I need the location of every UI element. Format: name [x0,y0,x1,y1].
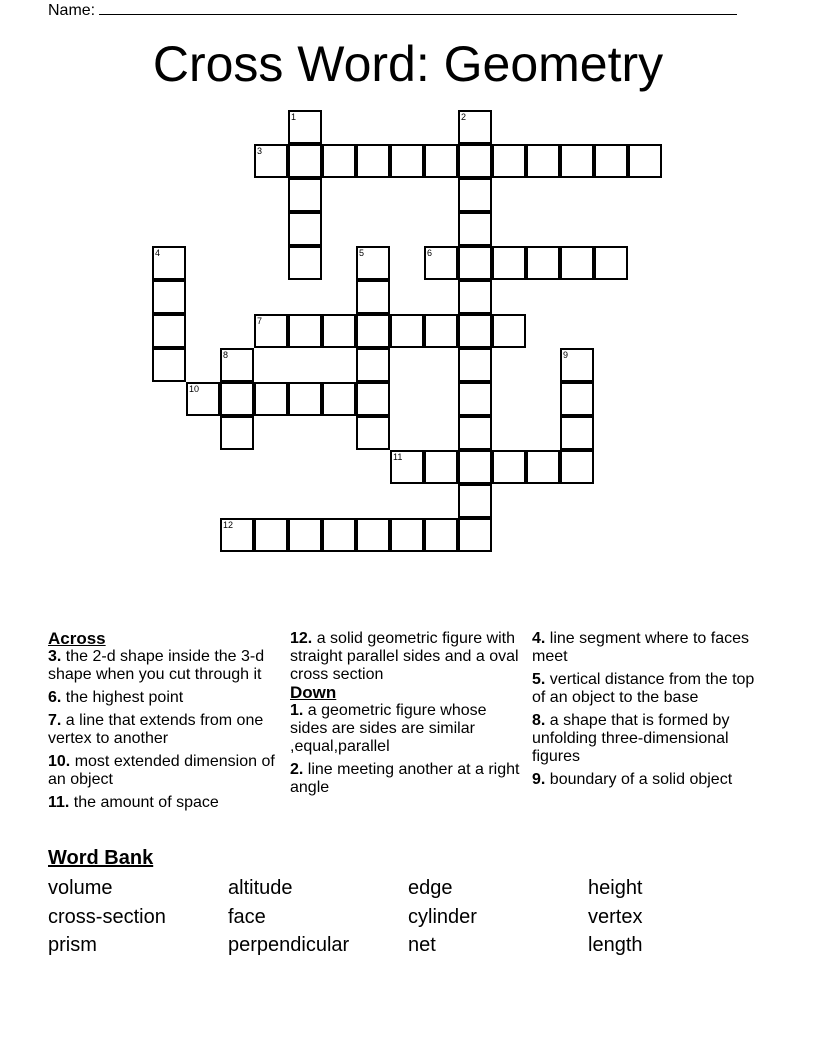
down-clue-list-continued [532,630,764,789]
clue-number-label: 11. [48,794,70,811]
clue-text: a line that extends from one vertex to another [48,712,264,747]
clue-number: 2 [461,112,467,122]
clue [532,771,764,789]
grid-cell[interactable] [254,144,288,178]
grid-cell[interactable] [594,246,628,280]
word-bank-item: face [228,905,266,928]
clue-number-label: 10. [48,753,71,770]
grid-cell[interactable] [322,314,356,348]
grid-cell[interactable] [288,314,322,348]
grid-cell[interactable] [424,518,458,552]
clues-column-1 [48,630,280,812]
grid-cell[interactable] [356,518,390,552]
grid-cell[interactable] [356,348,390,382]
grid-cell[interactable] [356,416,390,450]
grid-cell[interactable] [594,144,628,178]
clue-text: boundary of a solid object [545,771,733,788]
grid-cell[interactable] [390,314,424,348]
grid-cell[interactable] [560,382,594,416]
grid-cell[interactable] [288,178,322,212]
grid-cell[interactable] [560,246,594,280]
word-bank-item: height [588,877,643,899]
grid-cell[interactable] [458,246,492,280]
clue-number: 7 [257,316,263,326]
grid-cell[interactable] [458,110,492,144]
word-bank-item: edge [408,877,453,899]
clue-number: 1 [291,112,297,122]
clue-number-label: 5. [532,671,546,688]
clue-number-label: 6. [48,689,62,706]
grid-cell[interactable] [458,178,492,212]
across-clue-list [48,648,280,812]
word-bank-item: net [408,934,436,956]
clue-number-label: 8. [532,712,546,729]
grid-cell[interactable] [458,518,492,552]
grid-cell[interactable] [526,246,560,280]
grid-cell[interactable] [458,144,492,178]
word-bank-item: cross-section [48,905,166,928]
clue-text: the highest point [61,689,184,706]
grid-cell[interactable] [356,144,390,178]
grid-cell[interactable] [526,144,560,178]
grid-cell[interactable] [458,280,492,314]
clue-number-label: 1. [290,702,304,719]
clue-text: line meeting another at a right angle [290,761,520,796]
word-bank [48,874,768,960]
clue-text: line segment where to faces meet [532,630,750,665]
grid-cell[interactable] [390,450,424,484]
clue-number: 9 [563,350,569,360]
clue [290,630,522,684]
clue-number: 8 [223,350,229,360]
clue [48,753,280,789]
clue-number: 12 [223,520,234,530]
grid-cell[interactable] [288,110,322,144]
grid-cell[interactable] [220,416,254,450]
clue-number-label: 3. [48,648,62,665]
grid-cell[interactable] [356,382,390,416]
clue-number: 6 [427,248,433,258]
word-bank-item: altitude [228,877,293,899]
clue [48,794,280,812]
grid-cell[interactable] [152,246,186,280]
grid-cell[interactable] [254,518,288,552]
grid-cell[interactable] [458,450,492,484]
grid-cell[interactable] [254,314,288,348]
word-bank-item: cylinder [408,905,477,928]
grid-cell[interactable] [356,280,390,314]
grid-cell[interactable] [152,314,186,348]
grid-cell[interactable] [356,314,390,348]
grid-cell[interactable] [288,382,322,416]
clue-text: the 2-d shape inside the 3-d shape when you cut through it [48,648,265,683]
grid-cell[interactable] [458,314,492,348]
clue [290,761,522,797]
grid-cell[interactable] [390,144,424,178]
down-clue-list [290,702,522,797]
grid-cell[interactable] [152,280,186,314]
clue-text: vertical distance from the top of an object to the base [532,671,755,706]
down-heading: Down [290,683,337,702]
grid-cell[interactable] [424,314,458,348]
name-label: Name: [48,2,96,19]
clue [532,712,764,766]
grid-cell[interactable] [220,348,254,382]
clue-text: the amount of space [69,794,219,811]
clue-number-label: 2. [290,761,304,778]
across-clue-list-continued [290,630,522,684]
word-bank-item: vertex [588,905,643,928]
clue-text: a solid geometric figure with straight parallel sides and a oval cross section [290,630,519,683]
clue-text: a geometric figure whose sides are sides are similar ,equal,parallel [290,702,487,755]
clue-text: most extended dimension of an object [48,753,275,788]
clue-number-label: 4. [532,630,546,647]
grid-cell[interactable] [288,518,322,552]
clue [48,648,280,684]
across-heading: Across [48,629,106,648]
grid-cell[interactable] [254,382,288,416]
clue-text: a shape that is formed by unfolding three-dimensional figures [532,712,730,765]
clue-number: 4 [155,248,161,258]
word-bank-item: prism [48,934,97,956]
grid-cell[interactable] [560,450,594,484]
grid-cell[interactable] [288,212,322,246]
grid-cell[interactable] [152,348,186,382]
clues-column-3 [532,630,764,789]
grid-cell[interactable] [322,382,356,416]
clue [48,712,280,748]
clues-column-2 [290,630,522,797]
grid-cell[interactable] [560,348,594,382]
grid-cell[interactable] [322,518,356,552]
grid-cell[interactable] [424,450,458,484]
clue-number-label: 7. [48,712,62,729]
grid-cell[interactable] [424,144,458,178]
clue [290,702,522,756]
grid-cell[interactable] [526,450,560,484]
grid-cell[interactable] [458,212,492,246]
word-bank-item: volume [48,877,113,899]
clue-number: 11 [393,452,403,462]
clue-number-label: 12. [290,630,313,647]
grid-cell[interactable] [628,144,662,178]
grid-cell[interactable] [322,144,356,178]
grid-cell[interactable] [458,348,492,382]
grid-cell[interactable] [492,144,526,178]
clue [532,671,764,707]
page-title: Cross Word: Geometry [152,36,664,92]
clue-number-label: 9. [532,771,546,788]
grid-cell[interactable] [288,246,322,280]
grid-cell[interactable] [492,314,526,348]
grid-cell[interactable] [560,416,594,450]
grid-cell[interactable] [186,382,220,416]
grid-cell[interactable] [458,382,492,416]
clue-number: 3 [257,146,263,156]
grid-cell[interactable] [492,450,526,484]
clue-number: 10 [189,384,200,394]
word-bank-item: length [588,934,643,956]
grid-cell[interactable] [390,518,424,552]
grid-cell[interactable] [492,246,526,280]
grid-cell[interactable] [220,382,254,416]
grid-cell[interactable] [356,246,390,280]
clue [48,689,280,707]
grid-cell[interactable] [458,416,492,450]
clue [532,630,764,666]
grid-cell[interactable] [458,484,492,518]
grid-cell[interactable] [560,144,594,178]
word-bank-title: Word Bank [48,847,154,869]
grid-cell[interactable] [424,246,458,280]
word-bank-item: perpendicular [228,934,350,956]
clue-number: 5 [359,248,365,258]
grid-cell[interactable] [220,518,254,552]
grid-cell[interactable] [288,144,322,178]
